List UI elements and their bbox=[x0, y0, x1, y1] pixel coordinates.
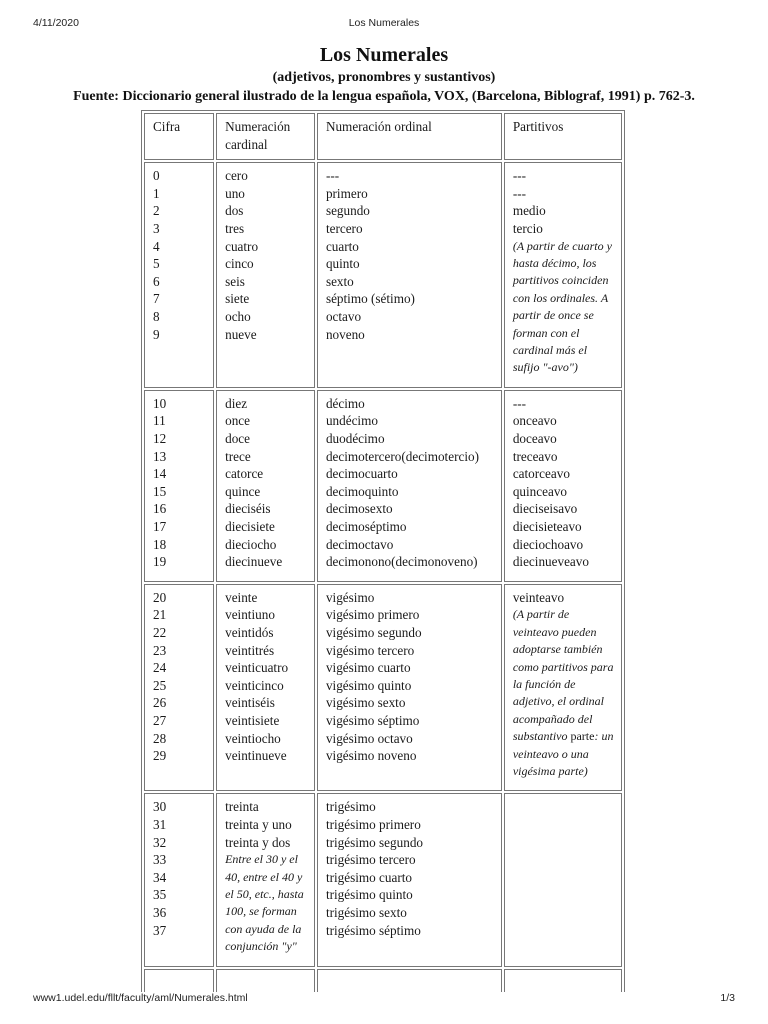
cifra-value: 24 bbox=[153, 660, 167, 676]
ordinal-value: primero bbox=[325, 185, 368, 201]
cardinal-value: diecinueve bbox=[225, 554, 283, 570]
cifra-value: 36 bbox=[153, 904, 167, 920]
ordinal-value: decimoquinto bbox=[325, 483, 399, 499]
ordinal-value: cuarto bbox=[325, 238, 359, 254]
cardinal-value: trece bbox=[225, 448, 251, 464]
partitivos-value: diecinueveavo bbox=[512, 554, 589, 570]
cifra-value: 21 bbox=[153, 607, 167, 623]
cifra-value: 30 bbox=[153, 799, 167, 815]
ordinal-value: undécimo bbox=[325, 413, 378, 429]
partitivos-value: doceavo bbox=[512, 431, 557, 446]
cifra-value: 34 bbox=[153, 869, 167, 885]
cifra-value: 19 bbox=[153, 554, 167, 570]
cardinal-value: uno bbox=[225, 185, 245, 201]
print-date: 4/11/2020 bbox=[33, 17, 79, 29]
ordinal-value: vigésimo sexto bbox=[325, 695, 406, 711]
table-row bbox=[144, 390, 622, 582]
cardinal-value: diez bbox=[225, 395, 248, 411]
cardinal-note: Entre el 30 y el 40, entre el 40 y el 50, etc., hasta 100, se forman con ayuda de la conjunción "y" bbox=[225, 852, 304, 954]
cifra-value: 22 bbox=[153, 624, 167, 640]
cifra-cell bbox=[144, 390, 214, 582]
ordinal-cell bbox=[317, 390, 502, 582]
cardinal-value: veintidós bbox=[225, 624, 274, 640]
print-footer bbox=[0, 992, 768, 1006]
print-title: Los Numerales bbox=[348, 17, 420, 29]
partitivos-value: --- bbox=[512, 395, 526, 411]
page-number: 1/3 bbox=[720, 992, 735, 1004]
cardinal-value: doce bbox=[225, 431, 250, 446]
cardinal-value: once bbox=[225, 413, 250, 429]
note-part-c: : un veinteavo o una vigésima parte) bbox=[512, 729, 614, 778]
header-cifra: Cifra bbox=[144, 113, 214, 160]
page-url: www1.udel.edu/fllt/faculty/aml/Numerales.html bbox=[33, 992, 248, 1004]
cardinal-value: veintisiete bbox=[225, 712, 280, 728]
cifra-value: 5 bbox=[153, 256, 160, 272]
cardinal-cell bbox=[216, 390, 315, 582]
cifra-value: 15 bbox=[153, 483, 167, 499]
cifra-value: 23 bbox=[153, 642, 167, 658]
cifra-value: 20 bbox=[153, 589, 167, 605]
table-row bbox=[144, 793, 622, 966]
ordinal-value: tercero bbox=[325, 220, 363, 236]
ordinal-value: trigésimo segundo bbox=[325, 834, 424, 850]
cifra-value: 3 bbox=[153, 220, 160, 236]
cifra-value: 27 bbox=[153, 712, 167, 728]
ordinal-value: decimotercero(decimotercio) bbox=[325, 448, 479, 464]
ordinal-value: decimonono(decimonoveno) bbox=[325, 554, 478, 570]
cardinal-value: veintitrés bbox=[225, 642, 275, 658]
partitivos-value: --- bbox=[512, 168, 526, 184]
cardinal-value: veintinueve bbox=[225, 748, 287, 764]
ordinal-value: trigésimo séptimo bbox=[325, 922, 421, 938]
partitivos-value: onceavo bbox=[512, 413, 557, 429]
table-row bbox=[144, 969, 622, 992]
cardinal-value: ocho bbox=[225, 308, 251, 324]
cardinal-value: diecisiete bbox=[225, 518, 275, 534]
cardinal-value: tres bbox=[225, 220, 245, 236]
ordinal-value: quinto bbox=[325, 256, 360, 272]
ordinal-value: vigésimo octavo bbox=[325, 730, 413, 746]
cifra-value: 1 bbox=[153, 185, 160, 201]
ordinal-value: decimocuarto bbox=[325, 466, 398, 482]
cifra-value: 10 bbox=[153, 395, 167, 411]
numerales-table-container bbox=[141, 110, 625, 992]
partitivos-value: medio bbox=[512, 203, 546, 219]
cardinal-value: treinta bbox=[225, 799, 259, 815]
ordinal-value: vigésimo segundo bbox=[325, 624, 422, 640]
cifra-value: 28 bbox=[153, 730, 167, 746]
cardinal-cell bbox=[216, 162, 315, 388]
cardinal-value: quince bbox=[225, 483, 261, 499]
ordinal-value: octavo bbox=[325, 308, 362, 324]
cifra-value: 8 bbox=[153, 308, 160, 324]
cifra-value: 14 bbox=[153, 466, 167, 482]
cardinal-value: veinticuatro bbox=[225, 660, 289, 676]
cifra-value: 0 bbox=[153, 168, 160, 184]
ordinal-value: vigésimo cuarto bbox=[325, 660, 411, 676]
cifra-value: 32 bbox=[153, 834, 167, 850]
partitivos-value: --- bbox=[512, 185, 526, 201]
cifra-value: 7 bbox=[153, 291, 160, 307]
ordinal-value: vigésimo séptimo bbox=[325, 712, 420, 728]
partitivos-value: veinteavo bbox=[512, 589, 565, 605]
ordinal-value: decimosexto bbox=[325, 501, 393, 517]
cardinal-value: dos bbox=[225, 203, 244, 219]
partitivos-note: (A partir de cuarto y hasta décimo, los partitivos coinciden con los ordinales. A partir de once se forman con el cardinal más el sufijo "-avo") bbox=[512, 238, 612, 375]
ordinal-value: vigésimo quinto bbox=[325, 677, 412, 693]
cifra-cell bbox=[144, 793, 214, 966]
cardinal-value: treinta y uno bbox=[225, 817, 292, 832]
cardinal-value: nueve bbox=[225, 326, 257, 342]
ordinal-value: trigésimo cuarto bbox=[325, 869, 412, 885]
note-part-b: parte bbox=[570, 729, 595, 744]
partitivos-value: tercio bbox=[512, 220, 543, 236]
cardinal-value: cero bbox=[225, 168, 248, 184]
page-subtitle: (adjetivos, pronombres y sustantivos) bbox=[272, 70, 496, 85]
cardinal-value: veintiocho bbox=[225, 730, 281, 746]
table-row bbox=[144, 584, 622, 792]
header-ordinal: Numeración ordinal bbox=[317, 113, 502, 160]
partitivos-value: quinceavo bbox=[512, 483, 568, 499]
header-cardinal: Numeración cardinal bbox=[216, 113, 315, 160]
partitivos-value: treceavo bbox=[512, 448, 558, 464]
cardinal-cell bbox=[216, 584, 315, 792]
partitivos-note bbox=[513, 606, 615, 780]
ordinal-value: vigésimo bbox=[325, 589, 375, 605]
partitivos-value: dieciochoavo bbox=[512, 536, 584, 552]
table-header-row bbox=[144, 113, 622, 160]
cardinal-value: cuatro bbox=[225, 238, 259, 254]
cardinal-value: veinte bbox=[225, 589, 258, 605]
cardinal-value: siete bbox=[225, 291, 250, 307]
cardinal-value: dieciocho bbox=[225, 536, 277, 552]
cifra-value: 17 bbox=[153, 518, 167, 534]
print-header bbox=[0, 17, 768, 31]
cardinal-value: seis bbox=[225, 273, 245, 289]
cifra-value: 4 bbox=[153, 238, 160, 254]
ordinal-cell bbox=[317, 969, 502, 992]
cifra-value: 13 bbox=[153, 448, 167, 464]
cifra-value: 12 bbox=[153, 431, 167, 446]
table-row bbox=[144, 162, 622, 388]
cifra-value: 9 bbox=[153, 326, 160, 342]
cardinal-value: catorce bbox=[225, 466, 264, 482]
cardinal-value: treinta y dos bbox=[225, 834, 291, 850]
cardinal-value: veintiséis bbox=[225, 695, 275, 711]
ordinal-value: segundo bbox=[325, 203, 370, 219]
partitivos-cell bbox=[504, 390, 622, 582]
ordinal-value: --- bbox=[325, 168, 340, 184]
ordinal-value: noveno bbox=[325, 326, 365, 342]
partitivos-value: catorceavo bbox=[512, 466, 570, 482]
ordinal-value: décimo bbox=[325, 395, 365, 411]
cifra-cell bbox=[144, 969, 214, 992]
cardinal-cell bbox=[216, 969, 315, 992]
cifra-cell bbox=[144, 162, 214, 388]
cifra-value: 31 bbox=[153, 817, 167, 832]
cardinal-value: veintiuno bbox=[225, 607, 275, 623]
cifra-value: 2 bbox=[153, 203, 160, 219]
ordinal-value: trigésimo quinto bbox=[325, 887, 413, 903]
partitivos-value: diecisieteavo bbox=[512, 518, 582, 534]
page-title: Los Numerales bbox=[319, 44, 449, 66]
cardinal-cell bbox=[216, 793, 315, 966]
ordinal-value: trigésimo tercero bbox=[325, 852, 416, 868]
partitivos-cell bbox=[504, 162, 622, 388]
ordinal-value: séptimo (sétimo) bbox=[325, 291, 415, 307]
ordinal-cell bbox=[317, 793, 502, 966]
ordinal-value: vigésimo noveno bbox=[325, 748, 417, 764]
cardinal-value: dieciséis bbox=[225, 501, 271, 517]
cifra-value: 25 bbox=[153, 677, 167, 693]
cifra-value: 26 bbox=[153, 695, 167, 711]
ordinal-value: decimoctavo bbox=[325, 536, 394, 552]
ordinal-value: decimoséptimo bbox=[325, 518, 407, 534]
ordinal-cell bbox=[317, 162, 502, 388]
cardinal-value: cinco bbox=[225, 256, 254, 272]
cifra-value: 37 bbox=[153, 922, 167, 938]
partitivos-value: dieciseisavo bbox=[512, 501, 578, 517]
ordinal-value: trigésimo primero bbox=[325, 817, 421, 832]
cifra-cell bbox=[144, 584, 214, 792]
cifra-value: 35 bbox=[153, 887, 167, 903]
source-citation: Fuente: Diccionario general ilustrado de la lengua española, VOX, (Barcelona, Biblograf, 1991) p. 762-3. bbox=[73, 89, 695, 104]
ordinal-value: duodécimo bbox=[325, 431, 385, 446]
cifra-value: 18 bbox=[153, 536, 167, 552]
note-part-a: (A partir de veinteavo pueden adoptarse también como partitivos para la función de adjetivo, el ordinal acompañado del substantivo bbox=[512, 607, 614, 744]
cardinal-value: veinticinco bbox=[225, 677, 284, 693]
ordinal-value: vigésimo primero bbox=[325, 607, 420, 623]
ordinal-value: sexto bbox=[325, 273, 354, 289]
cifra-value: 16 bbox=[153, 501, 167, 517]
numerales-table bbox=[141, 110, 625, 992]
partitivos-cell bbox=[504, 969, 622, 992]
cifra-value: 11 bbox=[153, 413, 166, 429]
header-partitivos: Partitivos bbox=[504, 113, 622, 160]
cifra-value: 29 bbox=[153, 748, 167, 764]
cifra-value: 33 bbox=[153, 852, 167, 868]
ordinal-value: vigésimo tercero bbox=[325, 642, 415, 658]
cifra-value: 6 bbox=[153, 273, 160, 289]
ordinal-value: trigésimo sexto bbox=[325, 904, 407, 920]
partitivos-cell bbox=[504, 584, 622, 792]
ordinal-cell bbox=[317, 584, 502, 792]
partitivos-cell bbox=[504, 793, 622, 966]
ordinal-value: trigésimo bbox=[325, 799, 376, 815]
